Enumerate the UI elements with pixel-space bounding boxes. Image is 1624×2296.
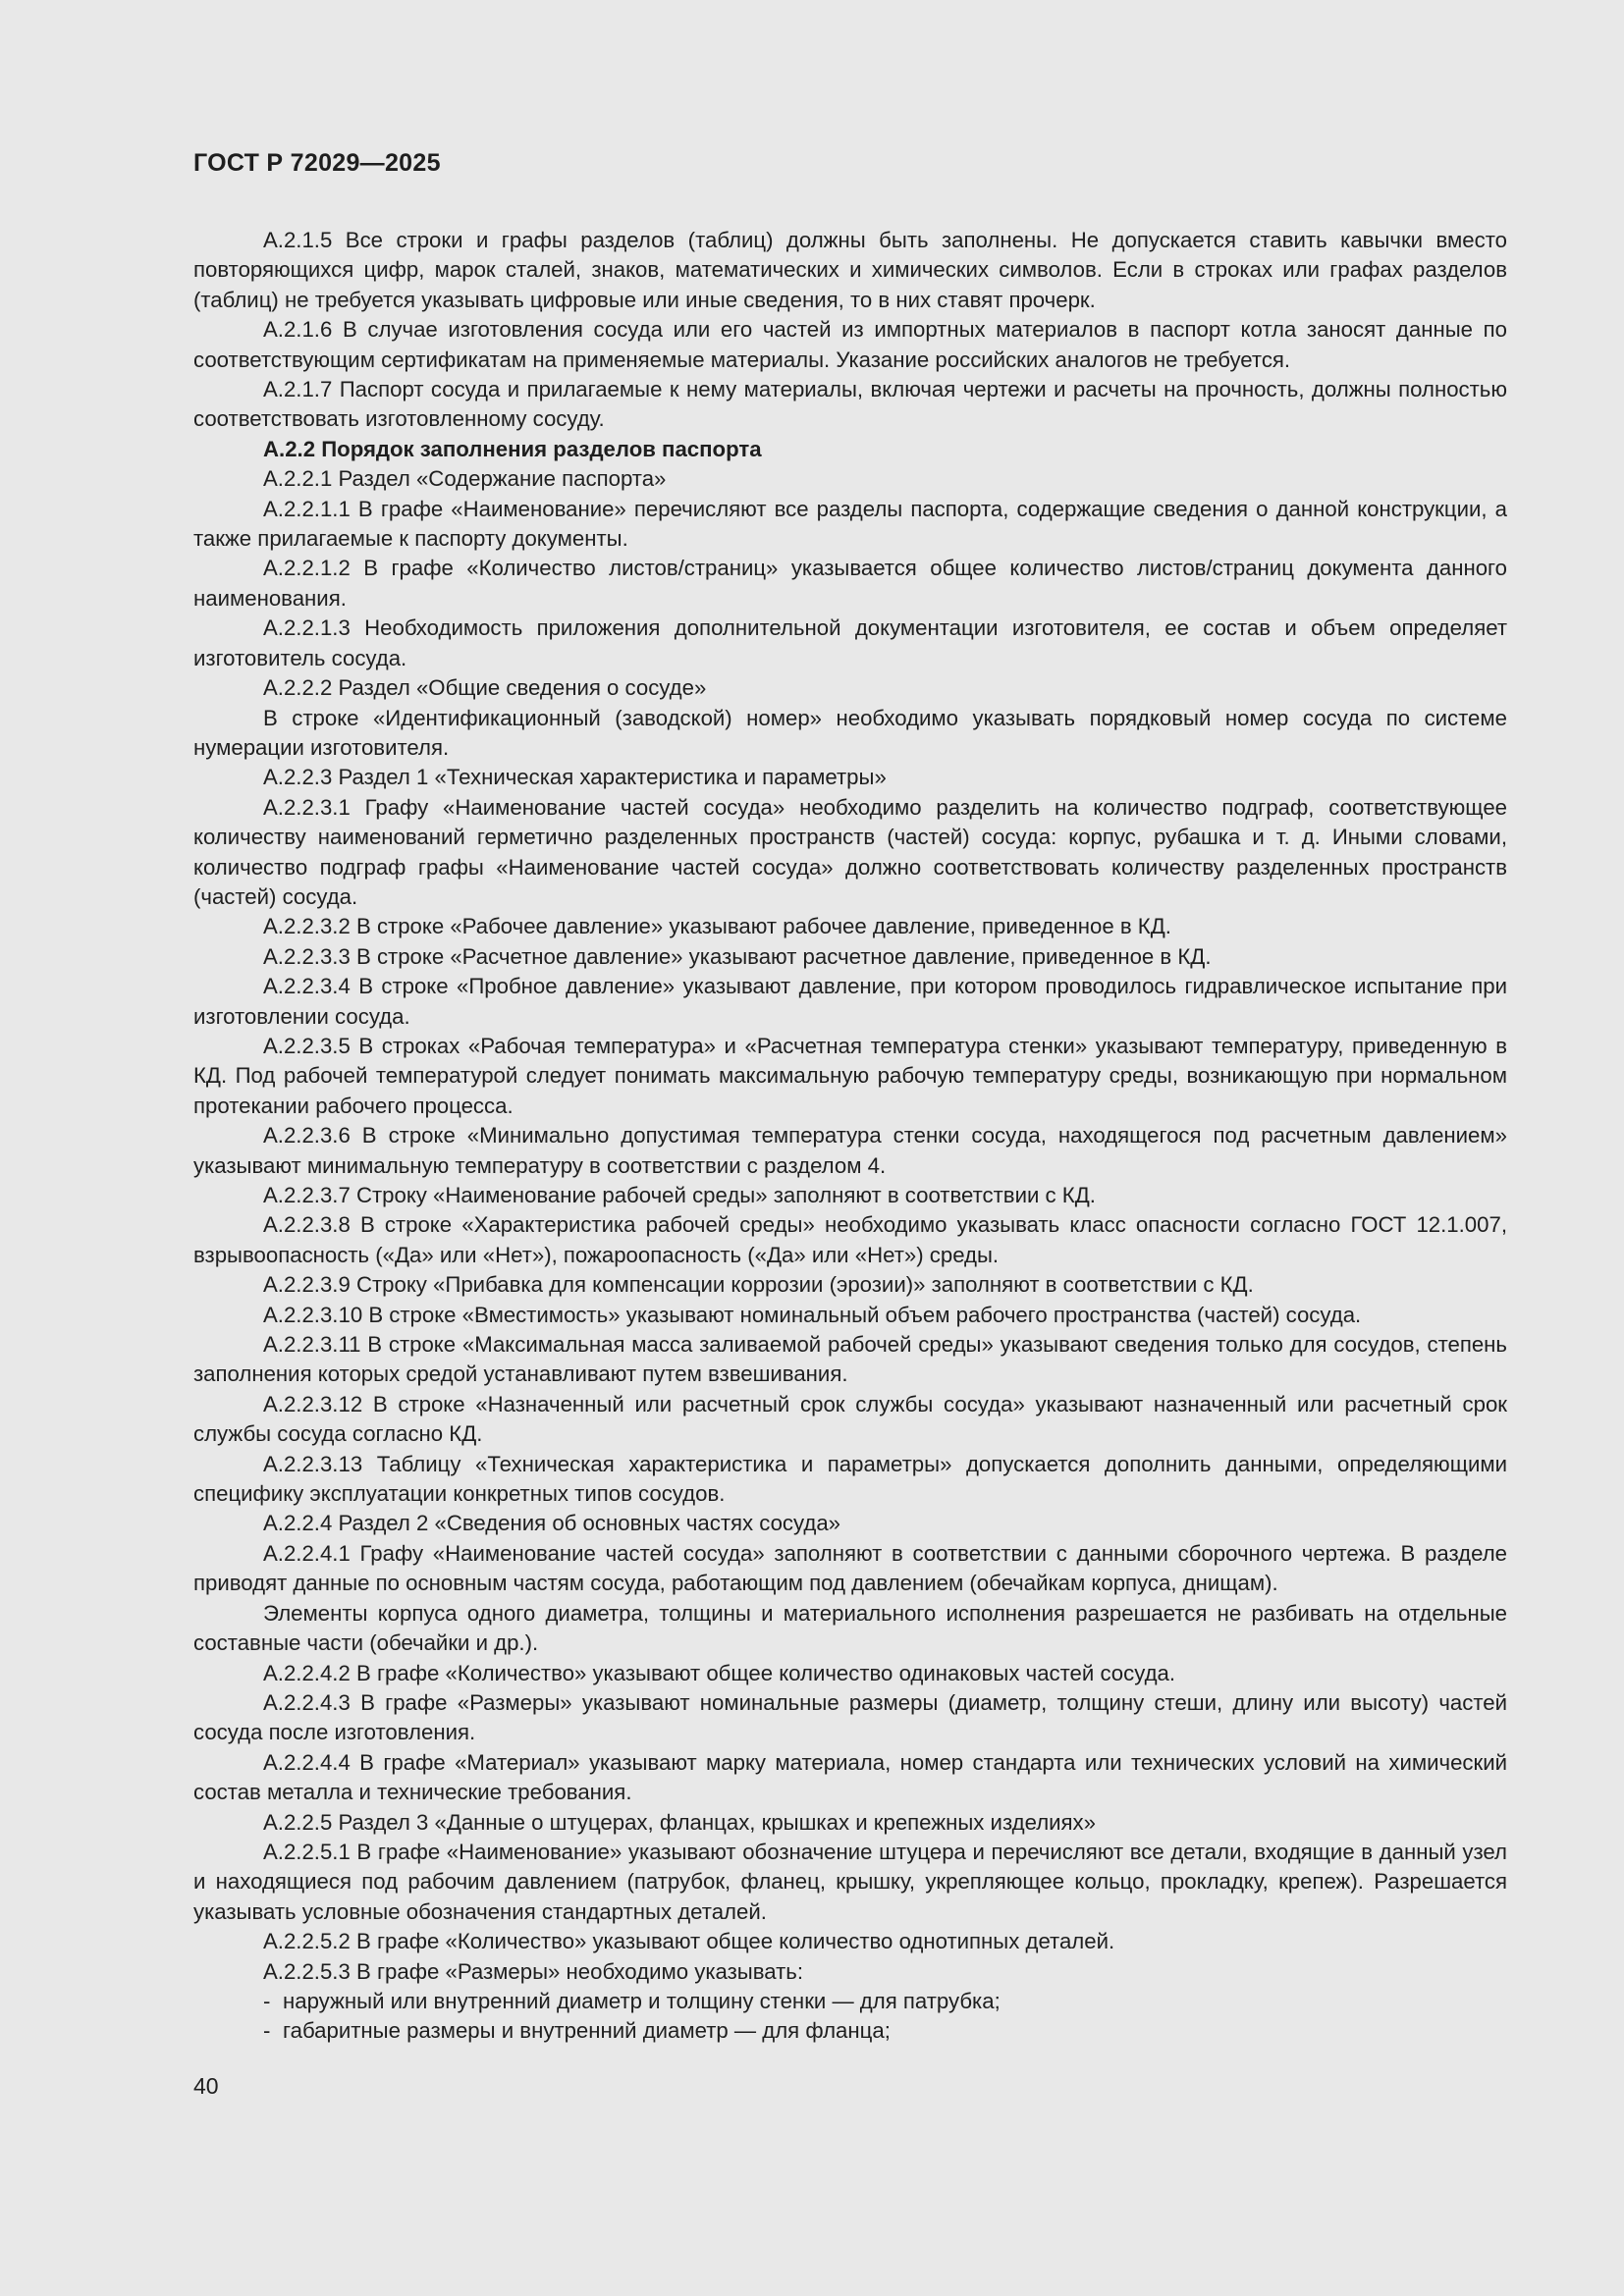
paragraph: А.2.2.5.2 В графе «Количество» указывают общее количество однотипных деталей. [263, 1929, 1115, 1954]
paragraph: А.2.2.3.6 В строке «Минимально допустимая температура стенки сосуда, находящегося под расчетным давлением» указывают минимальную температуру в соответствии с разделом 4. [193, 1123, 1507, 1178]
paragraph: А.2.2.3.12 В строке «Назначенный или расчетный срок службы сосуда» указывают назначенный или расчетный срок службы сосуда согласно КД. [193, 1391, 1507, 1447]
list-item-text: габаритные размеры и внутренний диаметр — для фланца; [283, 2018, 891, 2044]
section-heading: А.2.2 Порядок заполнения разделов паспорта [263, 436, 762, 461]
paragraph: А.2.2.2 Раздел «Общие сведения о сосуде» [263, 675, 707, 701]
paragraph: А.2.1.5 Все строки и графы разделов (таблиц) должны быть заполнены. Не допускается ставить кавычки вместо повторяющихся цифр, марок сталей, знаков, математических и химических символов. Если в строках или графах разделов (таблиц) не требуется указывать цифровые или иные сведения, то в них ставят прочерк. [193, 228, 1507, 312]
paragraph: А.2.2.3.13 Таблицу «Техническая характеристика и параметры» допускается дополнить данными, определяющими специфику эксплуатации конкретных типов сосудов. [193, 1451, 1507, 1507]
standard-header: ГОСТ Р 72029—2025 [193, 149, 441, 177]
paragraph: А.2.2.4.4 В графе «Материал» указывают марку материала, номер стандарта или технических условий на химический состав металла и технические требования. [193, 1749, 1507, 1805]
paragraph-list [193, 226, 1507, 1987]
paragraph: А.2.2.4 Раздел 2 «Сведения об основных частях сосуда» [263, 1511, 841, 1536]
paragraph: А.2.2.1.2 В графе «Количество листов/страниц» указывается общее количество листов/страниц документа данного наименования. [193, 556, 1507, 611]
paragraph: А.2.1.6 В случае изготовления сосуда или его частей из импортных материалов в паспорт котла заносят данные по соответствующим сертификатам на применяемые материалы. Указание российских аналогов не требуется. [193, 317, 1507, 372]
paragraph: А.2.2.3.8 В строке «Характеристика рабочей среды» необходимо указывать класс опасности согласно ГОСТ 12.1.007, взрывоопасность («Да» или «Нет»), пожароопасность («Да» или «Нет») среды. [193, 1212, 1507, 1267]
paragraph: А.2.2.1.1 В графе «Наименование» перечисляют все разделы паспорта, содержащие сведения о данной конструкции, а также прилагаемые к паспорту документы. [193, 496, 1507, 552]
list-marker: - [263, 2018, 271, 2044]
paragraph: А.2.2.5.1 В графе «Наименование» указывают обозначение штуцера и перечисляют все детали, входящие в данный узел и находящиеся под рабочим давлением (патрубок, фланец, крышку, укрепляющее кольцо, прокладку, крепеж). Разрешается указывать условные обозначения стандартных деталей. [193, 1839, 1507, 1924]
document-body [193, 226, 1507, 2047]
paragraph: А.2.2.3 Раздел 1 «Техническая характеристика и параметры» [263, 765, 887, 790]
paragraph: А.2.2.3.7 Строку «Наименование рабочей среды» заполняют в соответствии с КД. [263, 1183, 1096, 1207]
paragraph: А.2.1.7 Паспорт сосуда и прилагаемые к нему материалы, включая чертежи и расчеты на прочность, должны полностью соответствовать изготовленному сосуду. [193, 377, 1507, 432]
paragraph: А.2.2.3.9 Строку «Прибавка для компенсации коррозии (эрозии)» заполняют в соответствии с КД. [263, 1272, 1254, 1298]
paragraph: А.2.2.1.3 Необходимость приложения дополнительной документации изготовителя, ее состав и объем определяет изготовитель сосуда. [193, 615, 1507, 670]
paragraph: А.2.2.4.2 В графе «Количество» указывают общее количество одинаковых частей сосуда. [263, 1660, 1176, 1685]
paragraph: Элементы корпуса одного диаметра, толщины и материального исполнения разрешается не разбивать на отдельные составные части (обечайки и др.). [193, 1600, 1507, 1656]
paragraph: В строке «Идентификационный (заводской) номер» необходимо указывать порядковый номер сосуда по системе нумерации изготовителя. [193, 705, 1507, 760]
paragraph: А.2.2.3.5 В строках «Рабочая температура» и «Расчетная температура стенки» указывают температуру, приведенную в КД. Под рабочей температурой следует понимать максимальную рабочую температуру среды, возникающую при нормальном протекании рабочего процесса. [193, 1033, 1507, 1118]
paragraph: А.2.2.3.3 В строке «Расчетное давление» указывают расчетное давление, приведенное в КД. [263, 943, 1212, 969]
paragraph: А.2.2.3.11 В строке «Максимальная масса заливаемой рабочей среды» указывают сведения только для сосудов, степень заполнения которых средой устанавливают путем взвешивания. [193, 1332, 1507, 1387]
paragraph: А.2.2.3.10 В строке «Вместимость» указывают номинальный объем рабочего пространства (частей) сосуда. [263, 1302, 1362, 1327]
paragraph: А.2.2.3.1 Графу «Наименование частей сосуда» необходимо разделить на количество подграф, соответствующее количеству наименований герметично разделенных пространств (частей) сосуда: корпус, рубашка и т. д. Иными словами, количество подграф графы «Наименование частей сосуда» должно соответствовать количеству разделенных пространств (частей) сосуда. [193, 794, 1507, 909]
list-item [193, 1987, 1507, 2016]
list-item-text: наружный или внутренний диаметр и толщину стенки — для патрубка; [283, 1988, 1001, 2013]
list-marker: - [263, 1988, 271, 2013]
page-number: 40 [193, 2073, 219, 2099]
paragraph: А.2.2.5.3 В графе «Размеры» необходимо указывать: [263, 1958, 803, 1984]
list-item [193, 2016, 1507, 2046]
paragraph: А.2.2.4.1 Графу «Наименование частей сосуда» заполняют в соответствии с данными сборочного чертежа. В разделе приводят данные по основным частям сосуда, работающим под давлением (обечайкам корпуса, днищам). [193, 1540, 1507, 1596]
paragraph: А.2.2.4.3 В графе «Размеры» указывают номинальные размеры (диаметр, толщину стеши, длину или высоту) частей сосуда после изготовления. [193, 1689, 1507, 1745]
paragraph: А.2.2.3.2 В строке «Рабочее давление» указывают рабочее давление, приведенное в КД. [263, 914, 1171, 939]
paragraph: А.2.2.3.4 В строке «Пробное давление» указывают давление, при котором проводилось гидравлическое испытание при изготовлении сосуда. [193, 974, 1507, 1029]
paragraph: А.2.2.1 Раздел «Содержание паспорта» [263, 466, 667, 492]
paragraph: А.2.2.5 Раздел 3 «Данные о штуцерах, фланцах, крышках и крепежных изделиях» [263, 1809, 1096, 1835]
bullet-list [193, 1987, 1507, 2047]
